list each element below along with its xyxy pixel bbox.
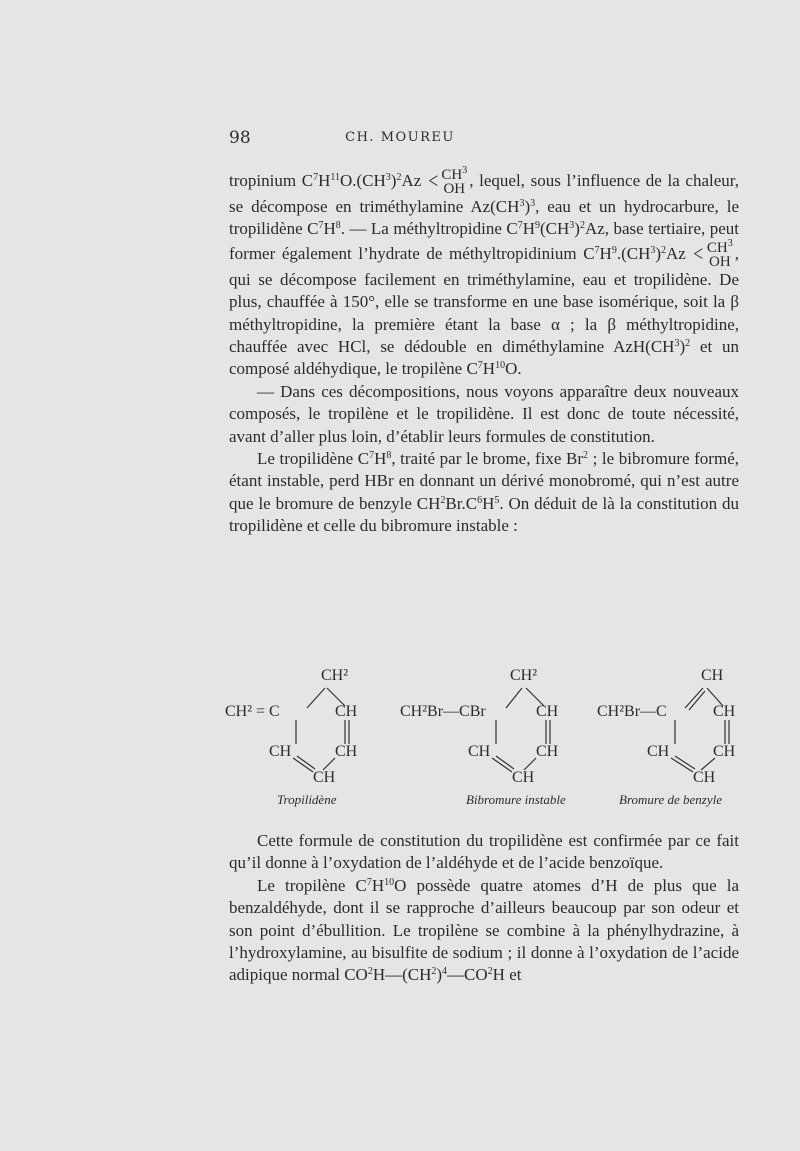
left-group: CH²Br—CBr: [400, 703, 486, 720]
formula-caption: Tropilidène: [277, 792, 337, 807]
ring-diagram: [400, 660, 570, 790]
structural-formulas: [225, 660, 745, 810]
left-bottom: CH: [269, 743, 292, 760]
top-group: CH²: [321, 667, 349, 684]
formula-caption: Bromure de benzyle: [619, 792, 723, 807]
text-block-bottom: [229, 830, 739, 987]
running-head: CH. MOUREU: [345, 130, 455, 145]
right-top: CH: [536, 703, 559, 720]
ring-diagram: [597, 660, 747, 790]
right-bottom: CH: [536, 743, 559, 760]
bottom-group: CH: [512, 769, 535, 786]
ring-diagram: [225, 660, 375, 790]
left-bottom: CH: [468, 743, 491, 760]
paragraph-5: Le tropilène $C^7H^{10}O$ possède quatre atomes d’H de plus que la benzaldéhyde, dont il se rapproche d’ailleurs beaucoup par son odeur et son point d’ébullition. Le tropilène se combine à la phénylhydrazine, à l’hydroxylamine, au bisulfite de sodium ; il donne à l’oxydation de l’acide adipique normal $CO^2H—(CH^2)^4—CO^2H$ et: [229, 875, 739, 985]
right-bottom: CH: [713, 743, 736, 760]
left-group: CH²Br—C: [597, 703, 667, 720]
paragraph-1: tropinium $C^7H^{11}O.(CH^3)^2Az$ < $CH^3$ OH , lequel, sous l’influence de la chaleur, se décompose en triméthylamine $Az(CH^3)^3$, eau et un hydrocarbure, le tropilidène $C^7H^8$. — La méthyltropidine $C^7H^9(CH^3)^2Az$, base tertiaire, peut former également l’hydrate de méthyltropidinium $C^7H^9.(CH^3)^2Az$ < $CH^3$ OH , qui se décompose facilement en triméthylamine, eau et tropilidène. De plus, chauffée à 150°, elle se transforme en une base isomérique, soit la β méthyltropidine, la première étant la base α ; la β méthyltropidine, chauffée avec HCl, se dédouble en diméthylamine $AzH(CH^3)^2$ et un composé aldéhydique, le tropilène $C^7H^{10}O$.: [229, 165, 740, 379]
fraction-ch3-oh: $CH^3$ OH: [706, 237, 733, 270]
formula-bibromure: [400, 660, 570, 810]
right-top: CH: [335, 703, 358, 720]
paragraph-4: Cette formule de constitution du tropilidène est confirmée par ce fait qu’il donne à l’oxydation de l’aldéhyde et de l’acide benzoïque.: [229, 831, 739, 873]
bond-angle-icon: <: [428, 167, 439, 193]
left-bottom: CH: [647, 743, 670, 760]
text-block-top: [229, 165, 740, 538]
formula-caption: Bibromure instable: [466, 792, 566, 807]
formula-bromure-benzyle: [597, 660, 747, 810]
paragraph-3: Le tropilidène $C^7H^8$, traité par le brome, fixe Br$^2$ ; le bibromure formé, étant instable, perd HBr en donnant un dérivé monobromé, qui n’est autre que le bromure de benzyle $CH^2Br.C^6H^5$. On déduit de là la constitution du tropilidène et celle du bibromure instable :: [229, 449, 739, 536]
formula-tropilidene: [225, 660, 375, 810]
right-bottom: CH: [335, 743, 358, 760]
top-group: CH: [701, 667, 724, 684]
bond-angle-icon: <: [693, 240, 704, 266]
right-top: CH: [713, 703, 736, 720]
bottom-group: CH: [313, 769, 336, 786]
page-header: [0, 128, 800, 150]
bottom-group: CH: [693, 769, 716, 786]
fraction-ch3-oh: $CH^3$ OH: [441, 165, 468, 197]
top-group: CH²: [510, 667, 538, 684]
paragraph-2: — Dans ces décompositions, nous voyons apparaître deux nouveaux composés, le tropilène et le tropilidène. Il est donc de toute nécessité, avant d’aller plus loin, d’établir leurs formules de constitution.: [229, 381, 739, 446]
page-number: 98: [229, 128, 251, 148]
left-group: CH² = C: [225, 703, 280, 720]
